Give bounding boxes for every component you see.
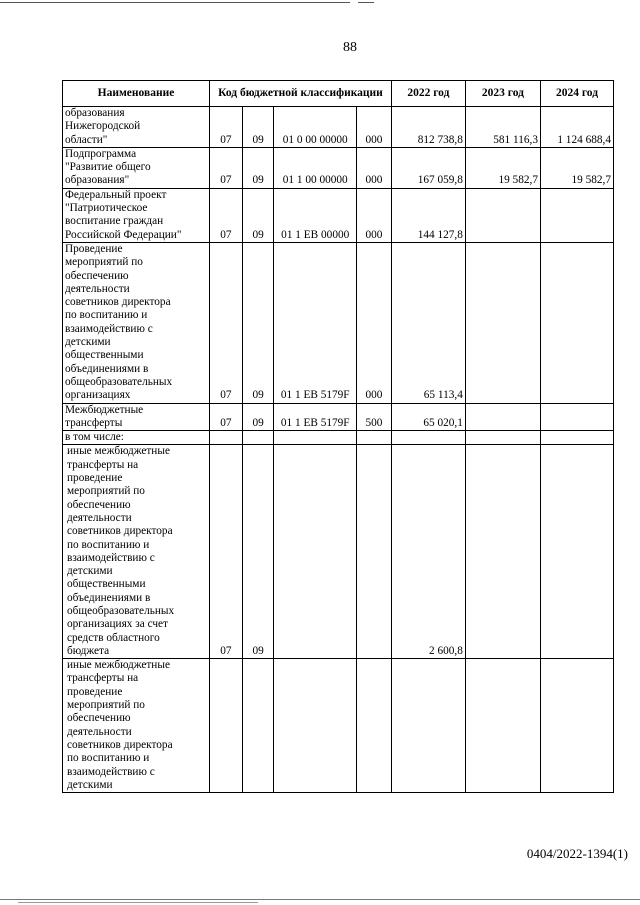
header-2022: 2022 год	[391, 81, 465, 107]
code-target	[274, 659, 356, 793]
code-expense-type: 500	[356, 403, 391, 431]
code-target: 01 1 ЕВ 5179F	[274, 403, 356, 431]
value-2024	[540, 403, 613, 431]
code-section: 07	[209, 188, 242, 242]
document-code: 0404/2022-1394(1)	[526, 846, 628, 861]
bottom-rule-short	[18, 902, 258, 903]
code-expense-type	[356, 445, 391, 659]
table-row	[63, 445, 614, 659]
table-header-row	[63, 81, 614, 107]
code-target	[274, 445, 356, 659]
table-row	[63, 242, 614, 403]
code-section: 07	[209, 242, 242, 403]
value-2022	[391, 431, 465, 445]
code-subsection: 09	[242, 107, 274, 148]
row-name: в том числе:	[63, 431, 210, 445]
code-section	[209, 659, 242, 793]
value-2022: 2 600,8	[391, 445, 465, 659]
value-2023	[465, 242, 540, 403]
value-2022: 65 113,4	[391, 242, 465, 403]
top-rule	[0, 2, 350, 3]
value-2022: 65 020,1	[391, 403, 465, 431]
row-name: образования Нижегородской области"	[63, 107, 210, 148]
value-2022	[391, 659, 465, 793]
table-row	[63, 147, 614, 188]
budget-table	[62, 80, 614, 793]
value-2024	[540, 445, 613, 659]
code-section: 07	[209, 445, 242, 659]
value-2024: 19 582,7	[540, 147, 613, 188]
code-expense-type: 000	[356, 188, 391, 242]
code-expense-type: 000	[356, 107, 391, 148]
row-name: Проведение мероприятий по обеспечению деятельности советников директора по воспитанию и взаимодействию с детскими общественными объединениями в общеобразовательных организациях	[63, 242, 210, 403]
value-2022: 167 059,8	[391, 147, 465, 188]
table-row	[63, 188, 614, 242]
value-2024	[540, 431, 613, 445]
code-subsection	[242, 431, 274, 445]
row-name: иные межбюджетные трансферты на проведение мероприятий по обеспечению деятельности советников директора по воспитанию и взаимодействию с детскими общественными объединениями в общеобразовательных организациях за счет средств областного бюджета	[63, 445, 210, 659]
code-target: 01 1 00 00000	[274, 147, 356, 188]
value-2023	[465, 659, 540, 793]
row-name: Федеральный проект "Патриотическое воспитание граждан Российской Федерации"	[63, 188, 210, 242]
code-section	[209, 431, 242, 445]
value-2024	[540, 659, 613, 793]
row-name: Межбюджетные трансферты	[63, 403, 210, 431]
value-2022: 812 738,8	[391, 107, 465, 148]
value-2024	[540, 242, 613, 403]
value-2024: 1 124 688,4	[540, 107, 613, 148]
code-subsection: 09	[242, 403, 274, 431]
top-rule-short	[358, 2, 374, 3]
value-2022: 144 127,8	[391, 188, 465, 242]
code-expense-type: 000	[356, 147, 391, 188]
code-subsection: 09	[242, 445, 274, 659]
value-2023	[465, 188, 540, 242]
page-number: 88	[343, 40, 357, 55]
code-target: 01 1 ЕВ 00000	[274, 188, 356, 242]
header-2024: 2024 год	[540, 81, 613, 107]
code-section: 07	[209, 107, 242, 148]
table-row	[63, 659, 614, 793]
row-name: Подпрограмма "Развитие общего образования"	[63, 147, 210, 188]
value-2023: 19 582,7	[465, 147, 540, 188]
code-target: 01 0 00 00000	[274, 107, 356, 148]
code-section: 07	[209, 403, 242, 431]
code-subsection: 09	[242, 242, 274, 403]
code-target	[274, 431, 356, 445]
table-row	[63, 403, 614, 431]
code-expense-type	[356, 431, 391, 445]
bottom-rule	[0, 899, 640, 900]
code-section: 07	[209, 147, 242, 188]
code-subsection: 09	[242, 147, 274, 188]
value-2023	[465, 431, 540, 445]
code-subsection	[242, 659, 274, 793]
value-2023: 581 116,3	[465, 107, 540, 148]
header-name: Наименование	[63, 81, 210, 107]
code-subsection: 09	[242, 188, 274, 242]
code-expense-type	[356, 659, 391, 793]
header-2023: 2023 год	[465, 81, 540, 107]
row-name: иные межбюджетные трансферты на проведение мероприятий по обеспечению деятельности советников директора по воспитанию и взаимодействию с детскими	[63, 659, 210, 793]
value-2023	[465, 445, 540, 659]
code-target: 01 1 ЕВ 5179F	[274, 242, 356, 403]
value-2023	[465, 403, 540, 431]
table-row	[63, 431, 614, 445]
table-row	[63, 107, 614, 148]
value-2024	[540, 188, 613, 242]
code-expense-type: 000	[356, 242, 391, 403]
header-code: Код бюджетной классификации	[209, 81, 391, 107]
